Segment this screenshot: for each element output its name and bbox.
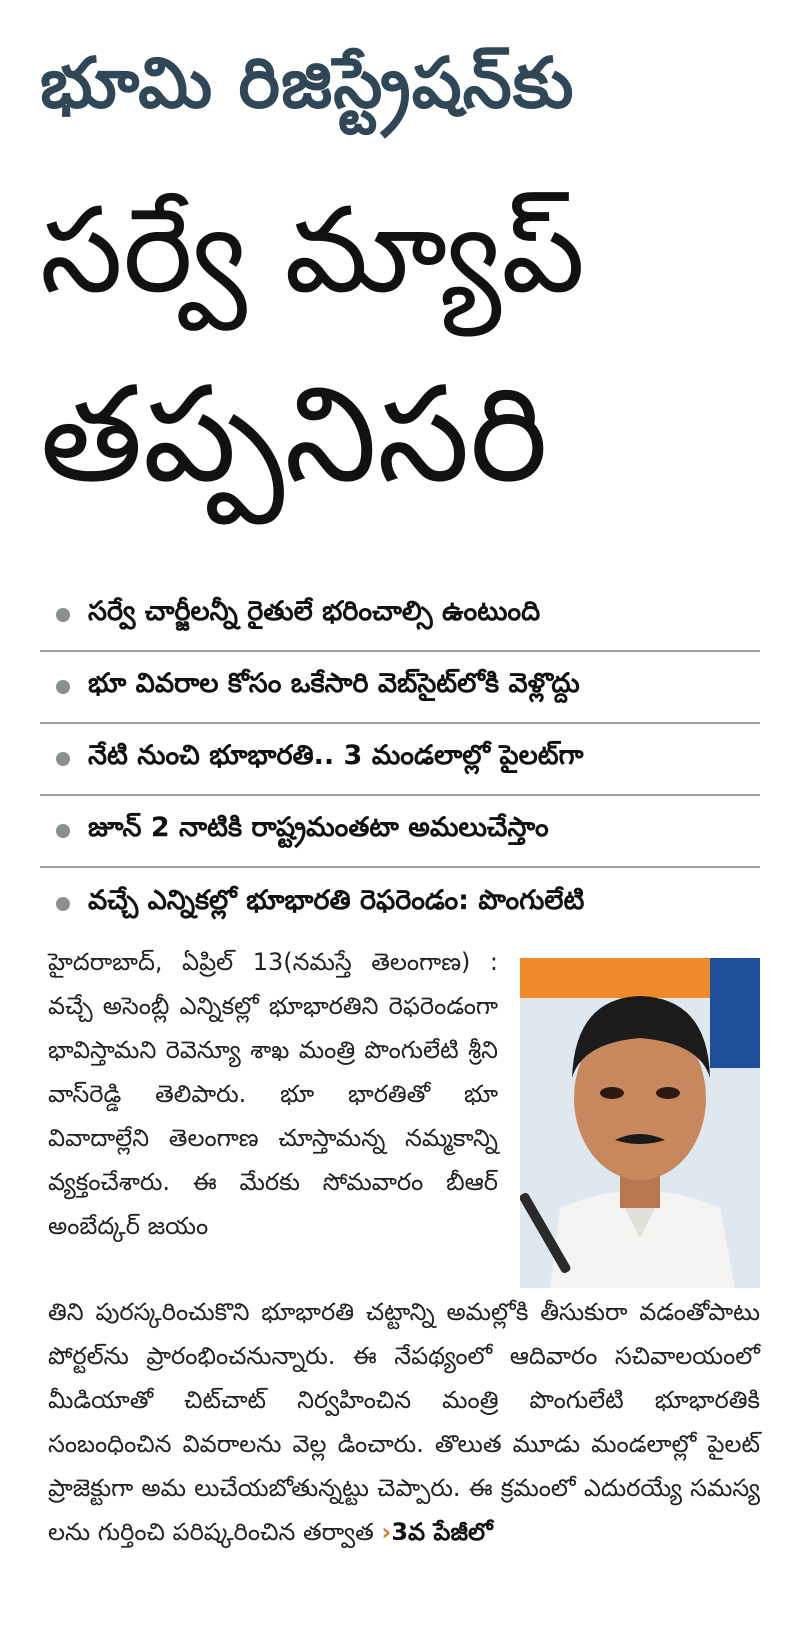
bullet-item <box>40 868 760 940</box>
portrait-image <box>520 958 760 1288</box>
bullet-dot-icon <box>56 608 70 622</box>
bullet-list <box>40 580 760 940</box>
article-body-lead: హైదరాబాద్, ఏప్రిల్ 13(నమస్తే తెలంగాణ) : వచ్చే అసెంబ్లీ ఎన్నికల్లో భూభారతిని రెఫరెండంగా భావిస్తామని రెవెన్యూ శాఖ మంత్రి పొంగులేటి శ్రీని వాస్‌రెడ్డి తెలిపారు. భూ భారతితో భూ వివాదాల్లేని తెలంగాణ చూస్తామన్న నమ్మకాన్ని వ్యక్తంచేశారు. ఈ మేరకు సోమవారం బీఆర్ అంబేద్కర్ జయం <box>48 948 498 1240</box>
bullet-text: నేటి నుంచి భూభారతి.. 3 మండలాల్లో పైలట్‌గా <box>88 740 584 771</box>
bullet-dot-icon <box>56 824 70 838</box>
bullet-item <box>40 724 760 796</box>
kicker-title: భూమి రిజిస్ట్రేషన్‌కు <box>40 42 575 124</box>
headline-line-2: తప్పనిసరి <box>40 358 548 512</box>
article-body-text: తిని పురస్కరించుకొని భూభారతి చట్టాన్ని అమల్లోకి తీసుకురా వడంతోపాటు పోర్టల్‌ను ప్రారంభించనున్నారు. ఈ నేపథ్యంలో ఆదివారం సచివాలయంలో మీడియాతో చిట్‌చాట్ నిర్వహించిన మంత్రి పొంగులేటి భూభారతికి సంబంధించిన వివరాలను వెల్ల డించారు. తొలుత మూడు మండలాల్లో పైలట్ ప్రాజెక్టుగా అమ లుచేయబోతున్నట్టు చెప్పారు. ఈ క్రమంలో ఎదురయ్యే సమస్య లను గుర్తించి పరిష్కరించిన తర్వాత <box>48 1298 760 1546</box>
bullet-text: వచ్చే ఎన్నికల్లో భూభారతి రెఫరెండం: పొంగులేటి <box>88 885 585 916</box>
bullet-item <box>40 652 760 724</box>
continuation-arrow-icon: › <box>381 1518 392 1546</box>
minister-photo <box>520 958 760 1288</box>
bullet-dot-icon <box>56 752 70 766</box>
bullet-text: భూ వివరాల కోసం ఒకేసారి వెబ్‌సైట్‌లోకి వెళ్లొద్దు <box>88 668 580 699</box>
bullet-text: జూన్ 2 నాటికి రాష్ట్రమంతటా అమలుచేస్తాం <box>88 812 549 843</box>
bullet-item <box>40 796 760 868</box>
article-body-continued <box>48 1290 760 1554</box>
bullet-dot-icon <box>56 680 70 694</box>
headline-line-1: సర్వే మ్యాప్ <box>40 181 586 319</box>
bullet-text: సర్వే చార్జీలన్నీ రైతులే భరించాల్సి ఉంటుంది <box>88 596 541 627</box>
bullet-item <box>40 580 760 652</box>
continuation-link[interactable]: 3వ పేజీలో <box>391 1518 493 1546</box>
bullet-dot-icon <box>56 897 70 911</box>
